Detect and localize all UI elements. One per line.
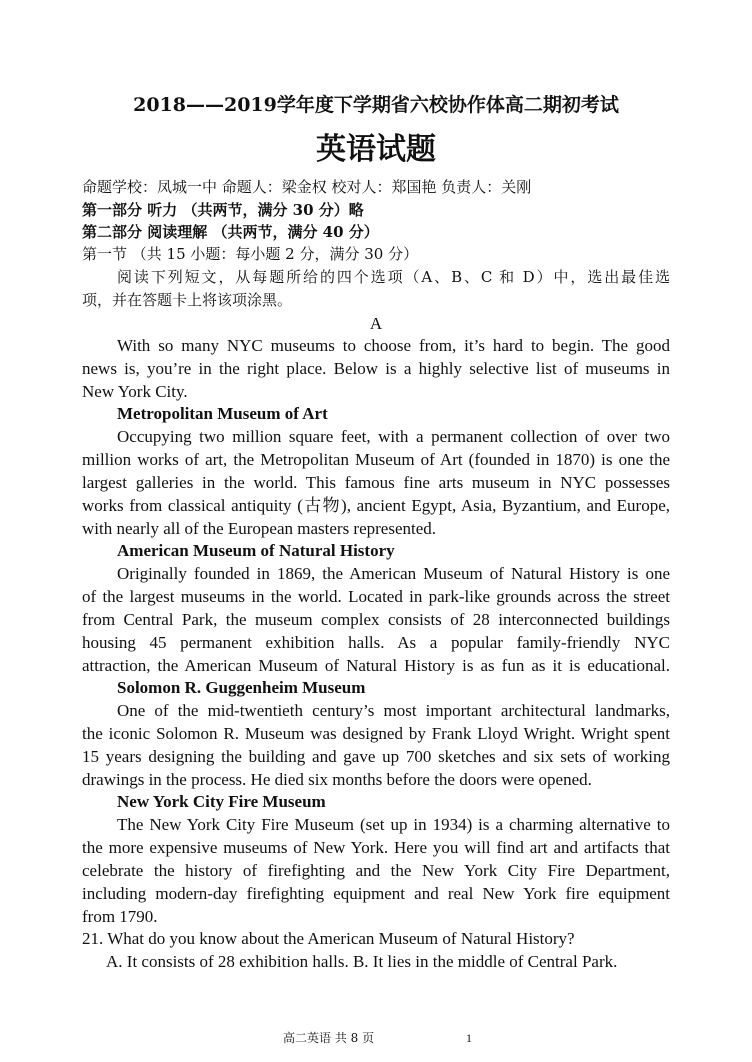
museum-text-line: Occupying two million square feet, with a permanent collection of over two <box>117 427 670 446</box>
museum-text-line: with nearly all of the European masters represented. <box>82 519 437 538</box>
exam-subtitle: 英语试题 <box>316 132 436 167</box>
museum-heading: American Museum of Natural History <box>117 541 395 560</box>
museum-text-line: One of the mid-twentieth century’s most important architectural landmarks, <box>117 701 670 720</box>
museum-text-line: the more expensive museums of New York. Here you will find art and artifacts that <box>82 838 670 857</box>
museum-heading: New York City Fire Museum <box>117 792 326 811</box>
page-number: 1 <box>466 1031 472 1045</box>
exam-title: 2018——2019学年度下学期省六校协作体高二期初考试 <box>133 94 619 116</box>
museum-text-line: largest galleries in the world. This famous fine arts museum in NYC possesses <box>82 473 670 492</box>
intro-line: With so many NYC museums to choose from, it’s hard to begin. The good <box>117 336 670 355</box>
section1-heading: 第一节 （共 15 小题：每小题 2 分，满分 30 分） <box>82 245 419 263</box>
museum-text-line: of the largest museums in the world. Located in park-like grounds across the street <box>82 587 670 606</box>
museum-text-line: Originally founded in 1869, the American Museum of Natural History is one <box>117 564 670 583</box>
instructions-line: 阅读下列短文，从每题所给的四个选项（A、B、C 和 D）中，选出最佳选 <box>117 268 670 286</box>
museum-text-line: housing 45 permanent exhibition halls. As a popular family-friendly NYC <box>82 633 670 652</box>
museum-text-line: works from classical antiquity (古物), ancient Egypt, Asia, Byzantium, and Europe, <box>82 496 670 515</box>
museum-text-line: from Central Park, the museum complex consists of 28 interconnected buildings <box>82 610 670 629</box>
part1-heading: 第一部分 听力 （共两节，满分 30 分）略 <box>82 201 364 219</box>
museum-text-line: from 1790. <box>82 907 158 926</box>
intro-line: New York City. <box>82 382 188 401</box>
intro-line: news is, you’re in the right place. Below is a highly selective list of museums in <box>82 359 670 378</box>
museum-text-line: million works of art, the Metropolitan Museum of Art (founded in 1870) is one the <box>82 450 670 469</box>
museum-heading: Metropolitan Museum of Art <box>117 404 328 423</box>
question-options: A. It consists of 28 exhibition halls. B. It lies in the middle of Central Park. <box>106 952 618 971</box>
museum-text-line: attraction, the American Museum of Natural History is as fun as it is educational. <box>82 656 670 675</box>
footer-label: 高二英语 共 8 页 <box>283 1031 375 1045</box>
instructions-line: 项，并在答题卡上将该项涂黑。 <box>82 291 293 309</box>
museum-text-line: drawings in the process. He died six months before the doors were opened. <box>82 770 592 789</box>
passage-label: A <box>369 314 383 333</box>
question-stem: 21. What do you know about the American Museum of Natural History? <box>82 929 575 948</box>
staff-info: 命题学校：凤城一中 命题人：梁金权 校对人：郑国艳 负责人：关刚 <box>82 178 532 196</box>
museum-text-line: celebrate the history of firefighting and the New York City Fire Department, <box>82 861 670 880</box>
museum-text-line: including modern-day firefighting equipment and real New York fire equipment <box>82 884 670 903</box>
museum-text-line: The New York City Fire Museum (set up in 1934) is a charming alternative to <box>117 815 670 834</box>
museum-heading: Solomon R. Guggenheim Museum <box>117 678 366 697</box>
museum-text-line: 15 years designing the building and gave up 700 sketches and six sets of working <box>82 747 670 766</box>
part2-heading: 第二部分 阅读理解 （共两节，满分 40 分） <box>82 223 379 241</box>
museum-text-line: the iconic Solomon R. Museum was designed by Frank Lloyd Wright. Wright spent <box>82 724 670 743</box>
